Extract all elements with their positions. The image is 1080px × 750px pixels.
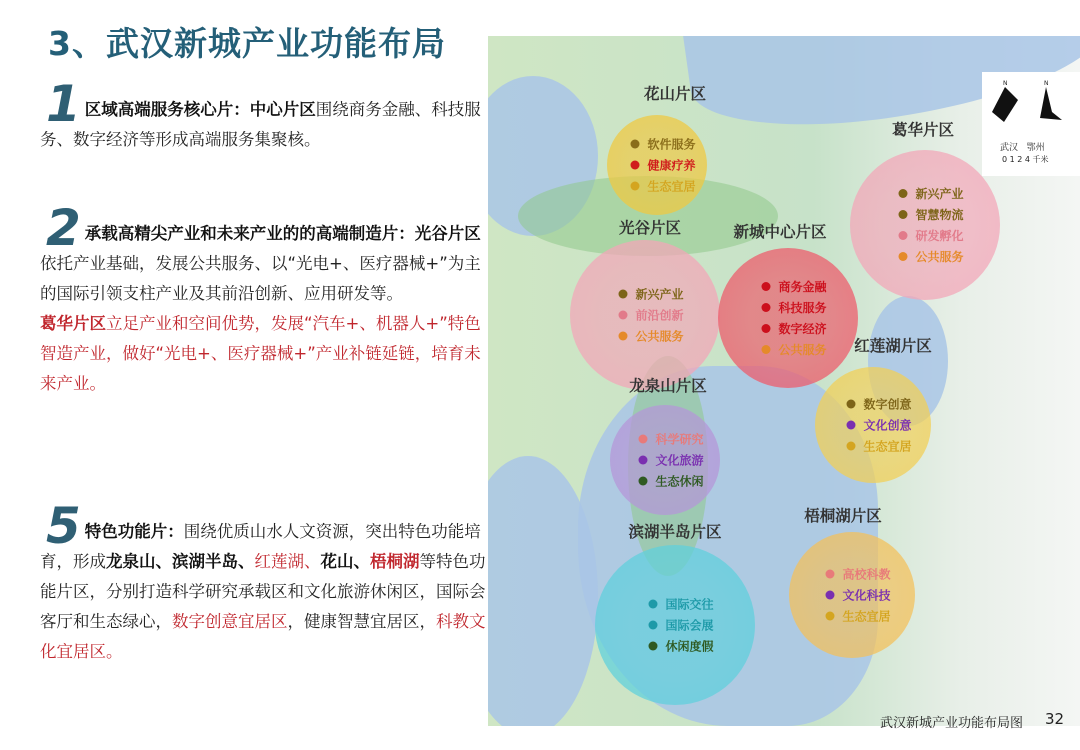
bullet-dot-icon [846,400,855,409]
section-5 [40,497,490,667]
bullet-dot-icon [618,290,627,299]
section-1 [40,75,490,155]
zone-item-label: 生态宜居 [842,609,891,624]
zone-items [761,276,826,360]
zone-item [648,615,713,636]
zone-item [761,318,826,339]
bullet-dot-icon [898,252,907,261]
zone-item-label: 商务金融 [778,280,827,294]
zone-item-label: 高校科教 [842,567,891,582]
zone-item-label: 生态休闲 [655,474,704,489]
section-text: 数字创意宜居区 [172,612,288,631]
zone-label: 新城中心片区 [733,223,827,241]
zone-item [898,204,963,225]
section-text: 区域高端服务核心片：中心片区 [84,100,316,119]
zone-items [648,594,713,657]
svg-text:N: N [1044,80,1049,87]
zone-item [825,606,890,627]
zone-item [898,225,963,246]
zone-item [630,176,695,197]
zone-items [638,429,703,492]
zone-item-label: 智慧物流 [915,208,964,222]
zone-item-label: 数字经济 [778,322,827,336]
zone-item [846,415,911,436]
section-text: 红莲湖、 [254,552,321,571]
section-text: 科教文化宜居区。 [40,612,486,661]
zone-item [630,155,695,176]
zone-item [825,564,890,585]
zone-item [648,636,713,657]
zone-item [825,585,890,606]
bullet-dot-icon [630,182,639,191]
zone-item [648,594,713,615]
zone-item [638,450,703,471]
bullet-dot-icon [638,456,647,465]
zone-item-label: 国际交往 [665,597,714,612]
section-text: 花山、 [320,552,370,571]
bullet-dot-icon [761,303,770,312]
zone-item-label: 研发孵化 [915,229,964,243]
map-caption: 武汉新城产业功能布局图 [880,716,1024,731]
bullet-dot-icon [638,477,647,486]
zone-item-label: 文化科技 [842,588,891,603]
zone-label: 滨湖半岛片区 [628,523,722,541]
zone-item-label: 健康疗养 [647,158,696,173]
bullet-dot-icon [761,345,770,354]
zone-item-label: 生态宜居 [863,439,912,454]
legend-city-ezhou: 鄂州 [1026,143,1045,153]
zone-item [618,284,683,305]
zone-item-label: 公共服务 [915,250,964,264]
bullet-dot-icon [648,600,657,609]
bullet-dot-icon [898,231,907,240]
section-number: 5 [46,497,81,555]
section-2 [40,199,490,399]
zone-item [846,436,911,457]
section-number: 1 [46,75,81,133]
bullet-dot-icon [618,311,627,320]
section-text: 光谷片区 [414,224,481,243]
zone-items [630,134,695,197]
section-text: 等特色功能片区，分别打造科学研究承载区和文化旅游休闲区，国际会客厅和生态绿心， [40,552,486,631]
zone-item-label: 休闲度假 [665,639,714,654]
section-text: 龙泉山、滨湖半岛、 [106,552,255,571]
zone-item [898,246,963,267]
zone-item [630,134,695,155]
zone-item-label: 文化旅游 [655,453,704,468]
bullet-dot-icon [825,570,834,579]
zone-item-label: 软件服务 [647,137,696,152]
zone-item [898,183,963,204]
zone-item-label: 前沿创新 [635,308,684,323]
zone-item [761,339,826,360]
zone-item-label: 生态宜居 [647,179,696,194]
zone-item [618,326,683,347]
zone-label: 葛华片区 [891,121,955,139]
zone-item [761,297,826,318]
bullet-dot-icon [761,282,770,291]
zone-items [825,564,890,627]
section-number: 2 [46,199,81,257]
zone-item [638,429,703,450]
section-text: 承载高精尖产业和未来产业的的高端制造片： [84,224,415,243]
section-text: 立足产业和空间优势，发展“汽车+、机器人+”特色智造产业，做好“光电+、医疗器械+”产业补链延链，培育未来产业。 [40,314,481,393]
zone-items [898,183,963,267]
section-text: 梧桐湖 [370,552,420,571]
zone-item-label: 科技服务 [778,301,827,315]
bullet-dot-icon [630,140,639,149]
zone-item [618,305,683,326]
zone-item-label: 数字创意 [863,397,912,412]
zone-item [846,394,911,415]
bullet-dot-icon [825,591,834,600]
bullet-dot-icon [648,621,657,630]
zone-label: 花山片区 [643,85,707,103]
zone-label: 红莲湖片区 [854,337,932,355]
section-text: 围绕商务金融、科技服务、数字经济等形成高端服务集聚核。 [40,100,481,149]
zone-label: 龙泉山片区 [629,377,707,395]
bullet-dot-icon [898,210,907,219]
map-legend [982,72,1080,176]
bullet-dot-icon [618,332,627,341]
legend-city-wuhan: 武汉 [1000,143,1019,153]
zone-label: 光谷片区 [618,219,682,237]
zone-item-label: 公共服务 [778,343,827,357]
bullet-dot-icon [825,612,834,621]
bullet-dot-icon [761,324,770,333]
bullet-dot-icon [648,642,657,651]
section-text: 依托产业基础，发展公共服务、以“光电+、医疗器械+”为主的国际引领支柱产业及其前沿创新、应用研发等。 [40,254,481,303]
zone-item-label: 国际会展 [665,618,714,633]
section-text: 特色功能片： [84,522,184,541]
section-text: 围绕优质山水人文资源，突出特色功能培育，形成 [40,522,481,571]
compass-icon [982,72,1080,142]
section-text: 葛华片区 [40,314,106,333]
bullet-dot-icon [846,421,855,430]
bullet-dot-icon [898,189,907,198]
zone-item-label: 新兴产业 [915,187,964,201]
industry-map [488,36,1080,726]
zone-item [761,276,826,297]
zone-item-label: 文化创意 [863,418,912,433]
bullet-dot-icon [638,435,647,444]
zone-item-label: 新兴产业 [635,287,684,302]
scale-bar: 0 1 2 4 千米 [1002,155,1049,164]
zone-items [618,284,683,347]
zone-label: 梧桐湖片区 [804,507,882,525]
zone-item [638,471,703,492]
zone-item-label: 科学研究 [655,432,704,447]
zone-item-label: 公共服务 [635,329,684,344]
svg-text:N: N [1003,80,1008,87]
section-text: ，健康智慧宜居区， [287,612,436,631]
zone-items [846,394,911,457]
bullet-dot-icon [630,161,639,170]
page-title: 3、武汉新城产业功能布局 [48,24,446,63]
page-number: 32 [1045,710,1065,728]
bullet-dot-icon [846,442,855,451]
